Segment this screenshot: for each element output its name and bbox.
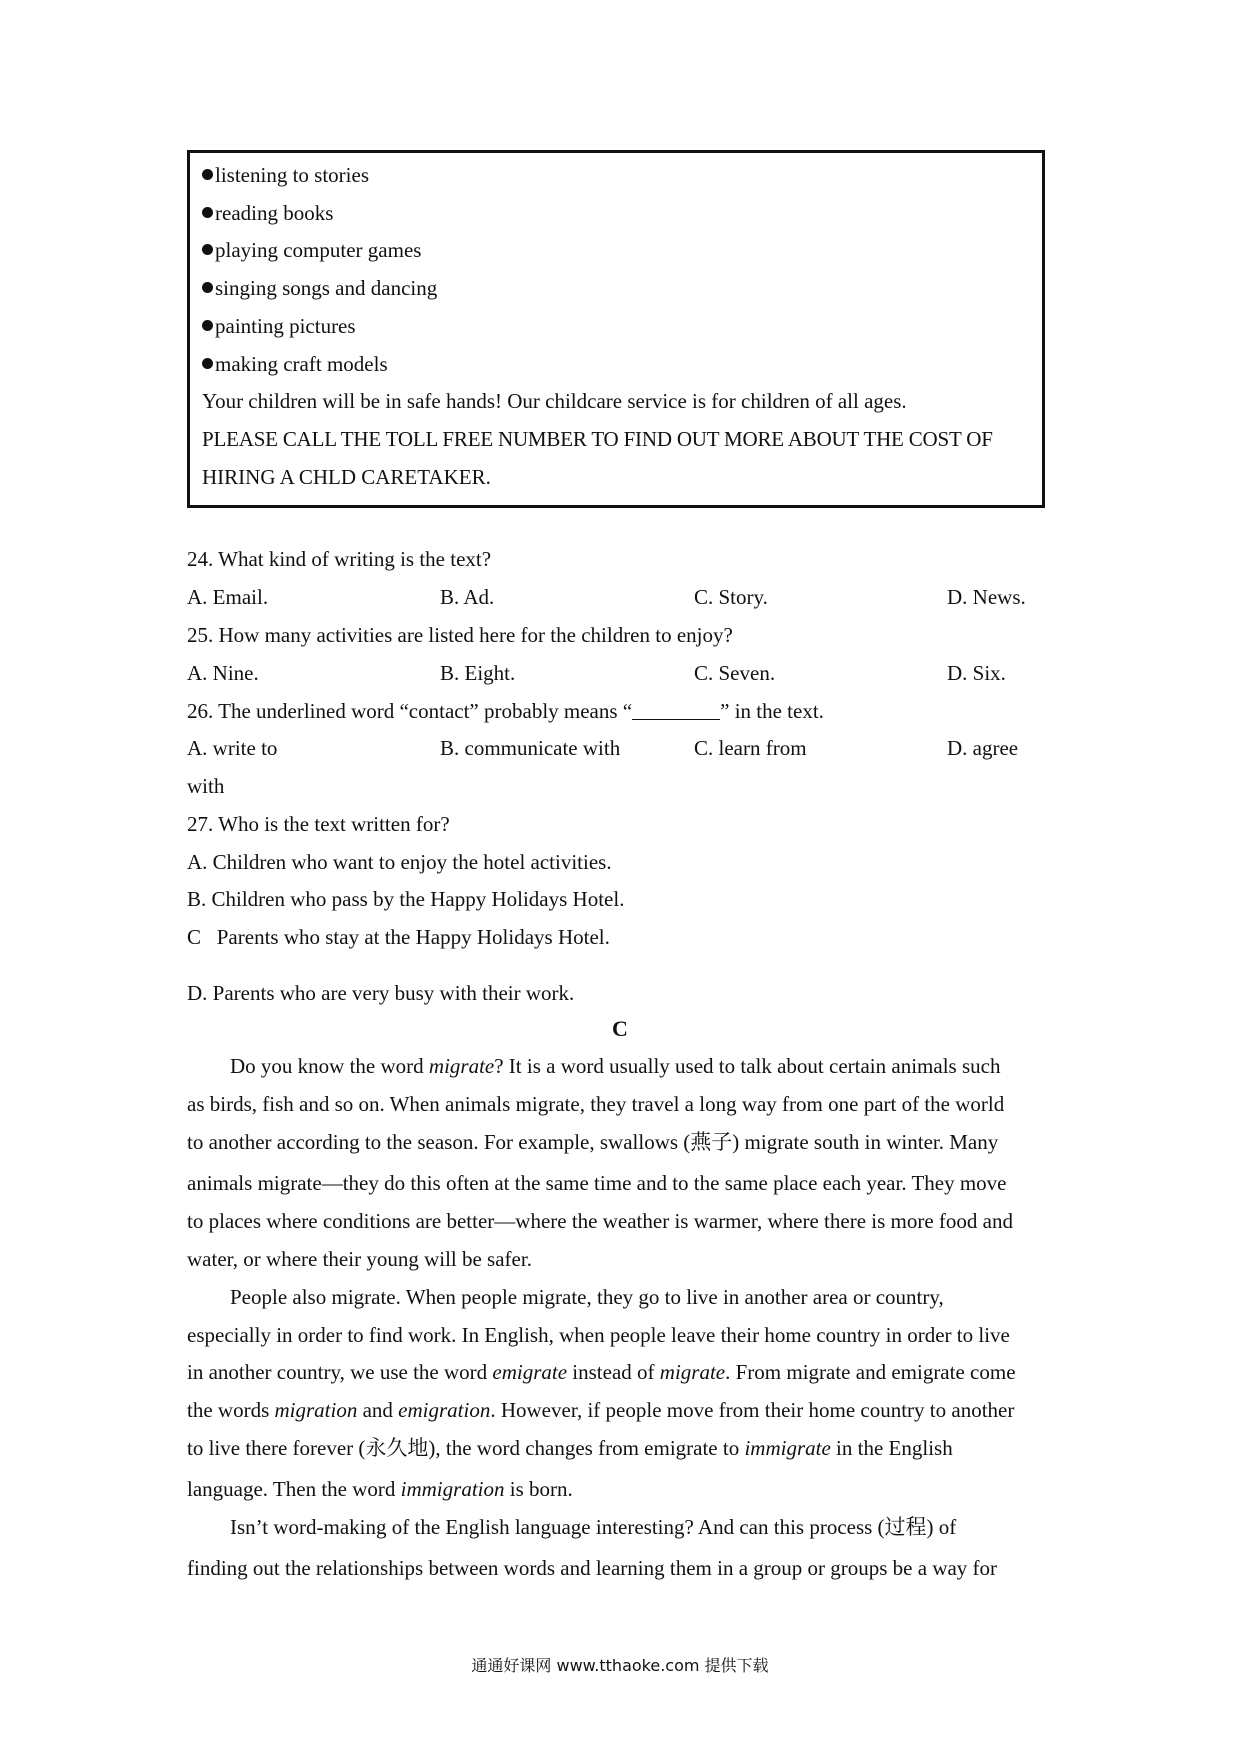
ad-bullet-item: playing computer games (202, 238, 421, 262)
bullet-icon (202, 320, 213, 331)
q26-option-b: B. communicate with (440, 736, 621, 760)
bullet-icon (202, 244, 213, 255)
passage-line: finding out the relationships between words and learning them in a group or groups be a way for (187, 1556, 998, 1580)
question-25: 25. How many activities are listed here for the children to enjoy? (187, 623, 733, 647)
q25-option-a: A. Nine. (187, 661, 259, 685)
passage-line: as birds, fish and so on. When animals migrate, they travel a long way from one part of the world (187, 1092, 1005, 1116)
ad-bullet-item: listening to stories (202, 163, 369, 187)
ad-text-line: PLEASE CALL THE TOLL FREE NUMBER TO FIND OUT MORE ABOUT THE COST OF (202, 427, 993, 451)
passage-line: animals migrate—they do this often at the same time and to the same place each year. They move (187, 1171, 1007, 1195)
q26-option-d: D. agree (947, 736, 1019, 760)
ad-bullet-item: painting pictures (202, 314, 356, 338)
q27-option-d: D. Parents who are very busy with their work. (187, 981, 575, 1005)
q24-option-c: C. Story. (694, 585, 768, 609)
q24-option-a: A. Email. (187, 585, 269, 609)
question-24: 24. What kind of writing is the text? (187, 547, 492, 571)
q24-option-b: B. Ad. (440, 585, 495, 609)
q27-option-a: A. Children who want to enjoy the hotel activities. (187, 850, 612, 874)
ad-bullet-item: reading books (202, 201, 333, 225)
passage-line: water, or where their young will be safer. (187, 1247, 532, 1271)
passage-line: to places where conditions are better—where the weather is warmer, where there is more food and (187, 1209, 1013, 1233)
ad-text-line: HIRING A CHLD CARETAKER. (202, 465, 491, 489)
bullet-icon (202, 282, 213, 293)
bullet-icon (202, 169, 213, 180)
ad-box (187, 150, 1045, 508)
passage-line: People also migrate. When people migrate, they go to live in another area or country, (230, 1285, 944, 1309)
question-26: 26. The underlined word “contact” probably means “ ” in the text. (187, 699, 824, 723)
bullet-icon (202, 358, 213, 369)
ad-text-line: Your children will be in safe hands! Our childcare service is for children of all ages. (202, 389, 907, 413)
bullet-icon (202, 207, 213, 218)
passage-line: to live there forever (永久地), the word changes from emigrate to immigrate in the English (187, 1436, 953, 1460)
ad-bullet-item: making craft models (202, 352, 388, 376)
answer-blank (632, 701, 720, 720)
ad-bullet-item: singing songs and dancing (202, 276, 437, 300)
passage-line: to another according to the season. For example, swallows (燕子) migrate south in winter. Many (187, 1130, 999, 1154)
passage-line: the words migration and emigration. However, if people move from their home country to another (187, 1398, 1015, 1422)
q26-option-d-wrap: with (187, 774, 225, 798)
q25-option-d: D. Six. (947, 661, 1006, 685)
q25-option-c: C. Seven. (694, 661, 776, 685)
q24-option-d: D. News. (947, 585, 1026, 609)
q25-option-b: B. Eight. (440, 661, 516, 685)
q26-option-a: A. write to (187, 736, 278, 760)
passage-line: Isn’t word-making of the English language interesting? And can this process (过程) of (230, 1515, 957, 1539)
passage-line: in another country, we use the word emigrate instead of migrate. From migrate and emigrate come (187, 1360, 1016, 1384)
passage-line: language. Then the word immigration is born. (187, 1477, 573, 1501)
question-27: 27. Who is the text written for? (187, 812, 450, 836)
passage-line: especially in order to find work. In English, when people leave their home country in order to live (187, 1323, 1010, 1347)
q26-option-c: C. learn from (694, 736, 807, 760)
q27-option-b: B. Children who pass by the Happy Holidays Hotel. (187, 887, 625, 911)
page-footer: 通通好课网 www.tthaoke.com 提供下载 (471, 1656, 769, 1675)
q27-option-c: C Parents who stay at the Happy Holidays Hotel. (187, 925, 610, 949)
section-heading: C (612, 1016, 628, 1041)
passage-line: Do you know the word migrate? It is a word usually used to talk about certain animals such (230, 1054, 1001, 1078)
